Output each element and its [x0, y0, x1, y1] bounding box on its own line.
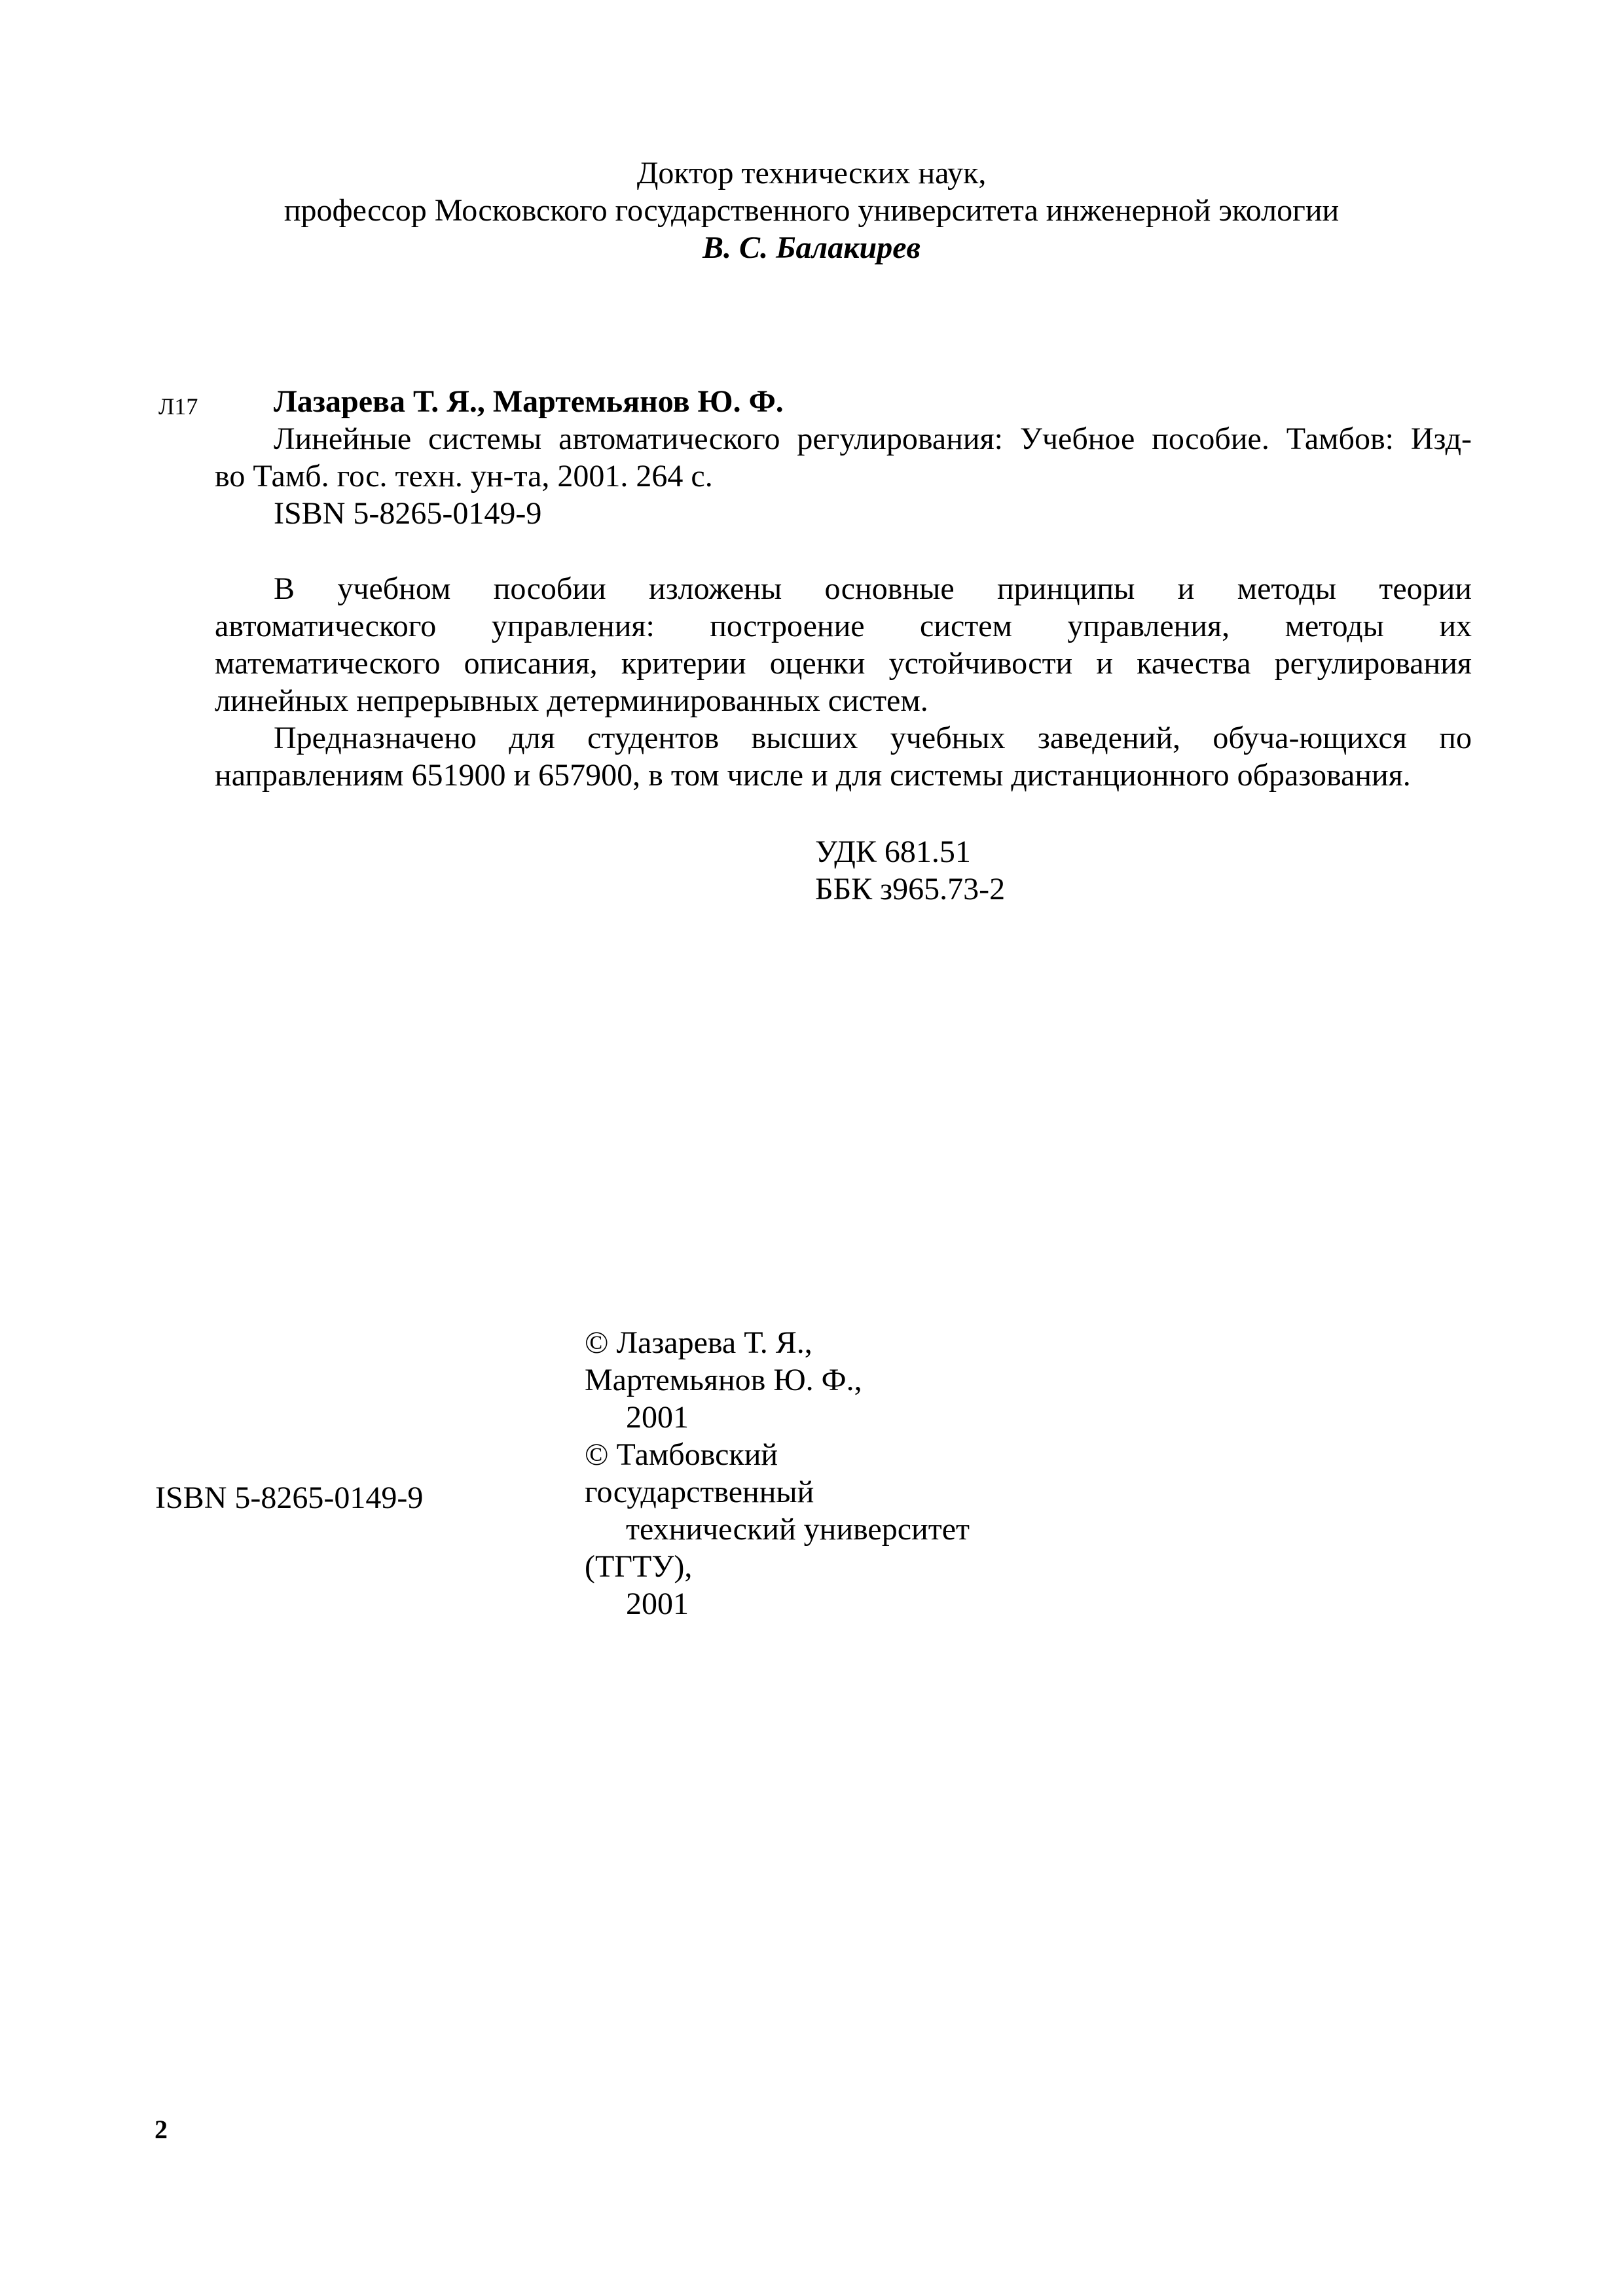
copyright-block — [585, 1324, 970, 1623]
bibliographic-record — [215, 383, 1472, 532]
copyright-line: 2001 — [626, 1587, 689, 1621]
abstract-line: математического описания, критерии оценки устойчивости и качества регулирования — [215, 646, 1472, 681]
copyright-line: Мартемьянов Ю. Ф., — [585, 1363, 862, 1397]
reviewer-name: В. С. Балакирев — [702, 230, 921, 265]
title-line-1: Линейные системы автоматического регулирования: Учебное пособие. Тамбов: Изд- — [274, 422, 1472, 456]
page-number: 2 — [155, 2115, 168, 2144]
udk-code: УДК 681.51 — [815, 834, 971, 869]
reviewer-degree: Доктор технических наук, — [636, 156, 987, 190]
isbn-footer: ISBN 5-8265-0149-9 — [155, 1480, 424, 1515]
reviewer-block — [0, 154, 1623, 266]
classification-block — [815, 833, 1005, 908]
copyright-line: 2001 — [626, 1400, 689, 1435]
authors: Лазарева Т. Я., Мартемьянов Ю. Ф. — [274, 384, 784, 419]
reviewer-position: профессор Московского государственного университета инженерной экологии — [283, 193, 1340, 228]
abstract-line: В учебном пособии изложены основные принципы и методы теории — [274, 571, 1472, 606]
copyright-line: государственный — [585, 1475, 814, 1509]
abstract-line: Предназначено для студентов высших учебных заведений, обуча-ющихся по — [274, 721, 1472, 755]
copyright-line: (ТГТУ), — [585, 1549, 693, 1584]
copyright-line: © Лазарева Т. Я., — [585, 1325, 812, 1360]
abstract-line: автоматического управления: построение систем управления, методы их — [215, 609, 1472, 643]
copyright-line: © Тамбовский — [585, 1437, 778, 1472]
title-line-2: во Тамб. гос. техн. ун-та, 2001. 264 с. — [215, 459, 713, 493]
abstract — [215, 570, 1472, 794]
copyright-line: технический университет — [626, 1512, 970, 1547]
catalog-code: Л17 — [158, 393, 198, 420]
abstract-line: линейных непрерывных детерминированных систем. — [215, 683, 928, 718]
catalog-isbn: ISBN 5-8265-0149-9 — [274, 496, 542, 531]
abstract-line: направлениям 651900 и 657900, в том числе и для системы дистанционного образования. — [215, 758, 1411, 793]
bbk-code: ББК з965.73-2 — [815, 872, 1006, 906]
